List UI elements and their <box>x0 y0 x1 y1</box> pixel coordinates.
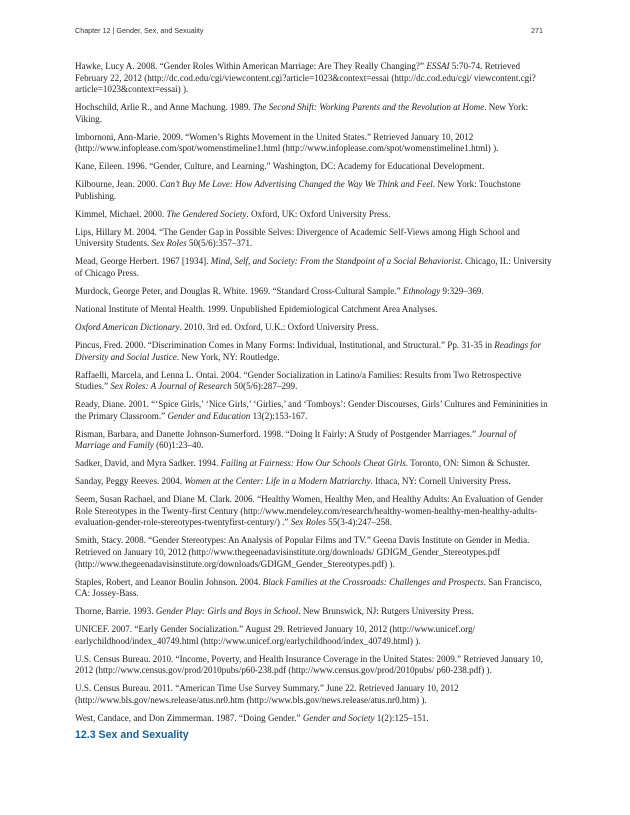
reference-text: Lips, Hillary M. 2004. “The Gender Gap in Possible Selves: Divergence of Academic Self-Views among High School and University Students. <box>75 226 520 249</box>
reference-text: Thorne, Barrie. 1993. <box>75 606 156 617</box>
reference-text: (60)1:23–40. <box>153 440 204 451</box>
reference-entry <box>75 61 553 96</box>
reference-title: Women at the Center: Life in a Modern Matriarchy <box>184 476 371 487</box>
reference-entry <box>75 209 553 221</box>
reference-title: Can’t Buy Me Love: How Advertising Changed the Way We Think and Feel <box>159 179 433 190</box>
reference-title: Sex Roles: A Journal of Research <box>110 381 232 392</box>
reference-entry <box>75 256 553 279</box>
reference-entry <box>75 654 553 677</box>
reference-title: Sex Roles <box>290 517 326 528</box>
section-heading: 12.3 Sex and Sexuality <box>75 729 189 741</box>
reference-title: Ethnology <box>402 286 441 297</box>
reference-text: 55(3-4):247–258. <box>325 517 392 528</box>
reference-entry <box>75 179 553 202</box>
reference-text: Sanday, Peggy Reeves. 2004. <box>75 476 185 487</box>
reference-entry <box>75 683 553 706</box>
reference-text: Smith, Stacy. 2008. “Gender Stereotypes: An Analysis of Popular Films and TV.” Geena Davis Institute on Gender in Media. Retrieved on January 10, 2012 (http://www.thegeenadavisinstitute.org/downloads/ GDIGM_Gender_Stereotypes.pdf (http://www.thegeenadavisinstitute.org/downloads/GDIGM_Gender_Stereotypes.pdf) ). <box>75 535 530 569</box>
reference-text: Sadker, David, and Myra Sadker. 1994. <box>75 458 221 469</box>
reference-text: Risman, Barbara, and Danette Johnson-Sumerford. 1998. “Doing It Fairly: A Study of Postgender Marriages.” <box>75 428 479 439</box>
reference-text: 9:329–369. <box>440 286 484 297</box>
reference-entry <box>75 535 553 570</box>
reference-text: Kane, Eileen. 1996. “Gender, Culture, and Learning.” Washington, DC: Academy for Educational Development. <box>75 161 485 172</box>
page-number: 271 <box>531 26 543 35</box>
reference-entry <box>75 713 553 725</box>
reference-entry <box>75 494 553 529</box>
reference-text: Imbornoni, Ann-Marie. 2009. “Women’s Rights Movement in the United States.” Retrieved January 10, 2012 (http://www.infoplease.com/spot/womenstimeline1.html (http://www.infoplease.com/spot/womenstimeline1.html) ). <box>75 131 499 154</box>
reference-text: . Oxford, UK: Oxford University Press. <box>246 208 391 219</box>
reference-text: Kilbourne, Jean. 2000. <box>75 179 160 190</box>
reference-entry <box>75 227 553 250</box>
reference-text: 1(2):125–151. <box>374 712 429 723</box>
reference-text: 5:70-74. Retrieved February 22, 2012 (http://dc.cod.edu/cgi/viewcontent.cgi?article=1023&context=essai (http://dc.cod.edu/cgi/ viewcontent.cgi?article=1023&context=essai) ). <box>75 61 536 95</box>
reference-title: Black Families at the Crossroads: Challenges and Prospects <box>262 576 484 587</box>
reference-entry <box>75 399 553 422</box>
reference-text: . Chicago, IL: University of Chicago Press. <box>75 256 552 279</box>
reference-title: Gender and Education <box>167 410 251 421</box>
reference-text: . Ithaca, NY: Cornell University Press. <box>370 476 511 487</box>
reference-entry <box>75 340 553 363</box>
reference-title: Journal of Marriage and Family <box>75 428 516 451</box>
reference-text: . New York: Touchstone Publishing. <box>75 179 521 201</box>
running-head <box>75 26 543 35</box>
reference-text: Ready, Diane. 2001. “‘Spice Girls,’ ‘Nice Girls,’ ‘Girlies,’ and ‘Tomboys’: Gender Discourses, Girls’ Cultures and Femininities in the Primary Classroom.” <box>75 399 548 421</box>
reference-text: Hawke, Lucy A. 2008. “Gender Roles Within American Marriage: Are They Really Changing?” <box>75 61 427 71</box>
reference-entry <box>75 476 553 488</box>
reference-title: Sex Roles <box>151 238 187 249</box>
reference-entry <box>75 322 553 334</box>
reference-text: Raffaelli, Marcela, and Lenna L. Ontai. 2004. “Gender Socialization in Latino/a Families: Results from Two Retrospective Studies.” <box>75 369 522 392</box>
reference-text: Mead, George Herbert. 1967 [1934]. <box>75 256 211 267</box>
reference-text: Kimmel, Michael. 2000. <box>75 208 167 219</box>
reference-entry <box>75 624 553 647</box>
reference-entry <box>75 161 553 173</box>
reference-text: Pincus, Fred. 2000. “Discrimination Comes in Many Forms: Individual, Institutional, and Structural.” Pp. 31-35 in <box>75 339 495 350</box>
reference-text: Staples, Robert, and Leanor Boulin Johnson. 2004. <box>75 576 263 587</box>
reference-text: National Institute of Mental Health. 1999. Unpublished Epidemiological Catchment Area Analyses. <box>75 304 438 315</box>
reference-entry <box>75 304 553 316</box>
reference-text: U.S. Census Bureau. 2010. “Income, Poverty, and Health Insurance Coverage in the United States: 2009.” Retrieved January 10, 2012 (http://www.census.gov/prod/2010pubs/p60-238.pdf (http://www.census.gov/prod/2010pubs/ p60-238.pdf) ). <box>75 653 543 676</box>
reference-title: Oxford American Dictionary <box>75 322 180 332</box>
reference-entry <box>75 429 553 452</box>
reference-title: The Second Shift: Working Parents and the Revolution at Home <box>252 102 485 113</box>
reference-text: . New York, NY: Routledge. <box>176 351 280 362</box>
reference-text: . New Brunswick, NJ: Rutgers University Press. <box>298 606 474 617</box>
reference-title: Gender and Society <box>302 712 375 723</box>
reference-text: 13(2):153-167. <box>250 410 308 421</box>
reference-text: . San Francisco, CA: Jossey-Bass. <box>75 576 542 599</box>
reference-text: Murdock, George Peter, and Douglas R. White. 1969. “Standard Cross-Cultural Sample.” <box>75 286 403 297</box>
reference-title: The Gendered Society <box>166 208 247 219</box>
reference-text: Hochschild, Arlie R., and Anne Machung. 1989. <box>75 102 253 113</box>
reference-text: UNICEF. 2007. “Early Gender Socialization.” August 29. Retrieved January 10, 2012 (http://www.unicef.org/ earlychildhood/index_40749.html (http://www.unicef.org/earlychildhood/index_40749.html) ). <box>75 624 476 646</box>
reference-text: 50(5/6):357–371. <box>186 238 253 249</box>
reference-title: Failing at Fairness: How Our Schools Cheat Girls <box>220 458 406 469</box>
reference-entry <box>75 102 553 125</box>
reference-list <box>75 61 553 731</box>
reference-entry <box>75 370 553 393</box>
reference-entry <box>75 132 553 155</box>
reference-title: Gender Play: Girls and Boys in School <box>155 606 299 617</box>
reference-text: . Toronto, ON: Simon & Schuster. <box>405 458 530 469</box>
reference-text: U.S. Census Bureau. 2011. “American Time Use Survey Summary.” June 22. Retrieved January 10, 2012 (http://www.bls.gov/news.release/atus.nr0.htm (http://www.bls.gov/news.release/atus.nr0.htm) ). <box>75 683 459 705</box>
reference-entry <box>75 286 553 298</box>
reference-text: West, Candace, and Don Zimmerman. 1987. “Doing Gender.” <box>75 712 303 723</box>
reference-text: 50(5/6):287–299. <box>231 381 298 392</box>
reference-title: Readings for Diversity and Social Justice <box>75 339 542 362</box>
reference-entry <box>75 606 553 618</box>
reference-text: . New York: Viking. <box>75 102 529 124</box>
chapter-title: Chapter 12 | Gender, Sex, and Sexuality <box>75 26 204 35</box>
reference-entry <box>75 577 553 600</box>
reference-text: . 2010. 3rd ed. Oxford, U.K.: Oxford University Press. <box>179 322 379 332</box>
reference-entry <box>75 458 553 470</box>
reference-title: Mind, Self, and Society: From the Standpoint of a Social Behaviorist <box>210 256 461 267</box>
reference-title: ESSAI <box>426 61 450 71</box>
reference-text: Seem, Susan Rachael, and Diane M. Clark. 2006. “Healthy Women, Healthy Men, and Healthy Adults: An Evaluation of Gender Role Stereotypes in the Twenty-first Century (http://www.mendeley.com/research/healthy-women-healthy-men-healthy-adults-evaluation-gender-role-stereotypes-twentyfirst-century/) .” <box>75 494 544 528</box>
